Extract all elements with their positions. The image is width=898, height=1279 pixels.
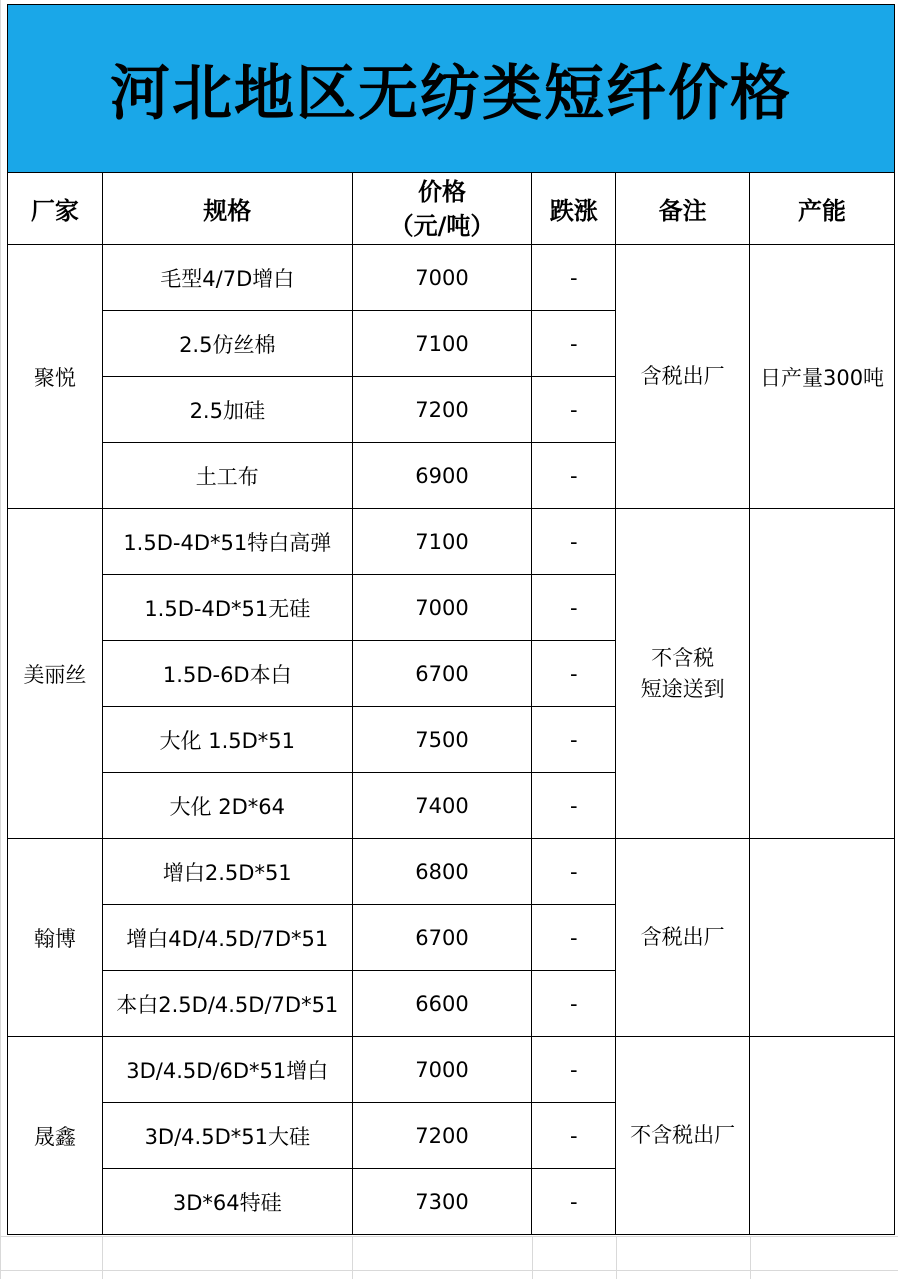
header-price bbox=[352, 173, 532, 245]
spec-cell: 2.5加硅 bbox=[102, 377, 352, 443]
gridline bbox=[102, 1236, 103, 1279]
price-cell: 7400 bbox=[352, 773, 532, 839]
price-cell: 7500 bbox=[352, 707, 532, 773]
spec-cell: 大化 2D*64 bbox=[102, 773, 352, 839]
spec-cell: 本白2.5D/4.5D/7D*51 bbox=[102, 971, 352, 1037]
spec-cell: 3D*64特硅 bbox=[102, 1169, 352, 1235]
change-cell: - bbox=[532, 575, 616, 641]
vendor-cell: 晟鑫 bbox=[8, 1037, 103, 1235]
change-cell: - bbox=[532, 1037, 616, 1103]
change-cell: - bbox=[532, 509, 616, 575]
table-row bbox=[8, 1037, 895, 1103]
note-cell bbox=[616, 839, 750, 1037]
price-cell: 7000 bbox=[352, 1037, 532, 1103]
change-cell: - bbox=[532, 1103, 616, 1169]
price-cell: 7000 bbox=[352, 575, 532, 641]
vendor-cell: 聚悦 bbox=[8, 245, 103, 509]
price-cell: 7300 bbox=[352, 1169, 532, 1235]
change-cell: - bbox=[532, 1169, 616, 1235]
gridline bbox=[0, 0, 1, 1279]
note-line: 含税出厂 bbox=[640, 925, 725, 949]
header-capacity: 产能 bbox=[750, 173, 895, 245]
gridline bbox=[532, 1236, 533, 1279]
spec-cell: 增白4D/4.5D/7D*51 bbox=[102, 905, 352, 971]
change-cell: - bbox=[532, 707, 616, 773]
change-cell: - bbox=[532, 905, 616, 971]
note-cell bbox=[616, 1037, 750, 1235]
gridline bbox=[0, 1270, 898, 1271]
header-row bbox=[8, 173, 895, 245]
header-vendor: 厂家 bbox=[8, 173, 103, 245]
spec-cell: 毛型4/7D增白 bbox=[102, 245, 352, 311]
gridline bbox=[616, 1236, 617, 1279]
change-cell: - bbox=[532, 245, 616, 311]
gridline bbox=[750, 1236, 751, 1279]
capacity-cell bbox=[750, 839, 895, 1037]
change-cell: - bbox=[532, 773, 616, 839]
vendor-cell: 美丽丝 bbox=[8, 509, 103, 839]
note-cell bbox=[616, 245, 750, 509]
change-cell: - bbox=[532, 311, 616, 377]
note-line: 不含税出厂 bbox=[630, 1123, 736, 1147]
spec-cell: 1.5D-4D*51无硅 bbox=[102, 575, 352, 641]
change-cell: - bbox=[532, 443, 616, 509]
price-cell: 7100 bbox=[352, 509, 532, 575]
header-spec: 规格 bbox=[102, 173, 352, 245]
gridline bbox=[0, 1236, 898, 1237]
change-cell: - bbox=[532, 641, 616, 707]
header-price-label: 价格 bbox=[418, 177, 467, 206]
sheet-title: 河北地区无纺类短纤价格 bbox=[7, 4, 895, 173]
price-cell: 6600 bbox=[352, 971, 532, 1037]
price-cell: 6700 bbox=[352, 641, 532, 707]
note-cell bbox=[616, 509, 750, 839]
price-cell: 7200 bbox=[352, 1103, 532, 1169]
price-cell: 7000 bbox=[352, 245, 532, 311]
spec-cell: 2.5仿丝棉 bbox=[102, 311, 352, 377]
spec-cell: 土工布 bbox=[102, 443, 352, 509]
gridline bbox=[352, 1236, 353, 1279]
table-row bbox=[8, 509, 895, 575]
spec-cell: 3D/4.5D*51大硅 bbox=[102, 1103, 352, 1169]
note-line: 短途送到 bbox=[640, 676, 725, 701]
price-cell: 6800 bbox=[352, 839, 532, 905]
capacity-cell bbox=[750, 509, 895, 839]
spec-cell: 大化 1.5D*51 bbox=[102, 707, 352, 773]
price-cell: 7200 bbox=[352, 377, 532, 443]
price-cell: 7100 bbox=[352, 311, 532, 377]
table-row bbox=[8, 245, 895, 311]
note-line: 不含税 bbox=[651, 645, 715, 670]
spec-cell: 3D/4.5D/6D*51增白 bbox=[102, 1037, 352, 1103]
note-line: 含税出厂 bbox=[640, 364, 725, 388]
table-row bbox=[8, 839, 895, 905]
change-cell: - bbox=[532, 971, 616, 1037]
change-cell: - bbox=[532, 839, 616, 905]
capacity-cell: 日产量300吨 bbox=[750, 245, 895, 509]
spec-cell: 增白2.5D*51 bbox=[102, 839, 352, 905]
spec-cell: 1.5D-4D*51特白高弹 bbox=[102, 509, 352, 575]
change-cell: - bbox=[532, 377, 616, 443]
spec-cell: 1.5D-6D本白 bbox=[102, 641, 352, 707]
header-change: 跌涨 bbox=[532, 173, 616, 245]
capacity-cell bbox=[750, 1037, 895, 1235]
vendor-cell: 翰博 bbox=[8, 839, 103, 1037]
header-note: 备注 bbox=[616, 173, 750, 245]
price-table bbox=[7, 172, 895, 1235]
header-price-unit: （元/吨） bbox=[389, 211, 495, 240]
price-cell: 6700 bbox=[352, 905, 532, 971]
price-cell: 6900 bbox=[352, 443, 532, 509]
